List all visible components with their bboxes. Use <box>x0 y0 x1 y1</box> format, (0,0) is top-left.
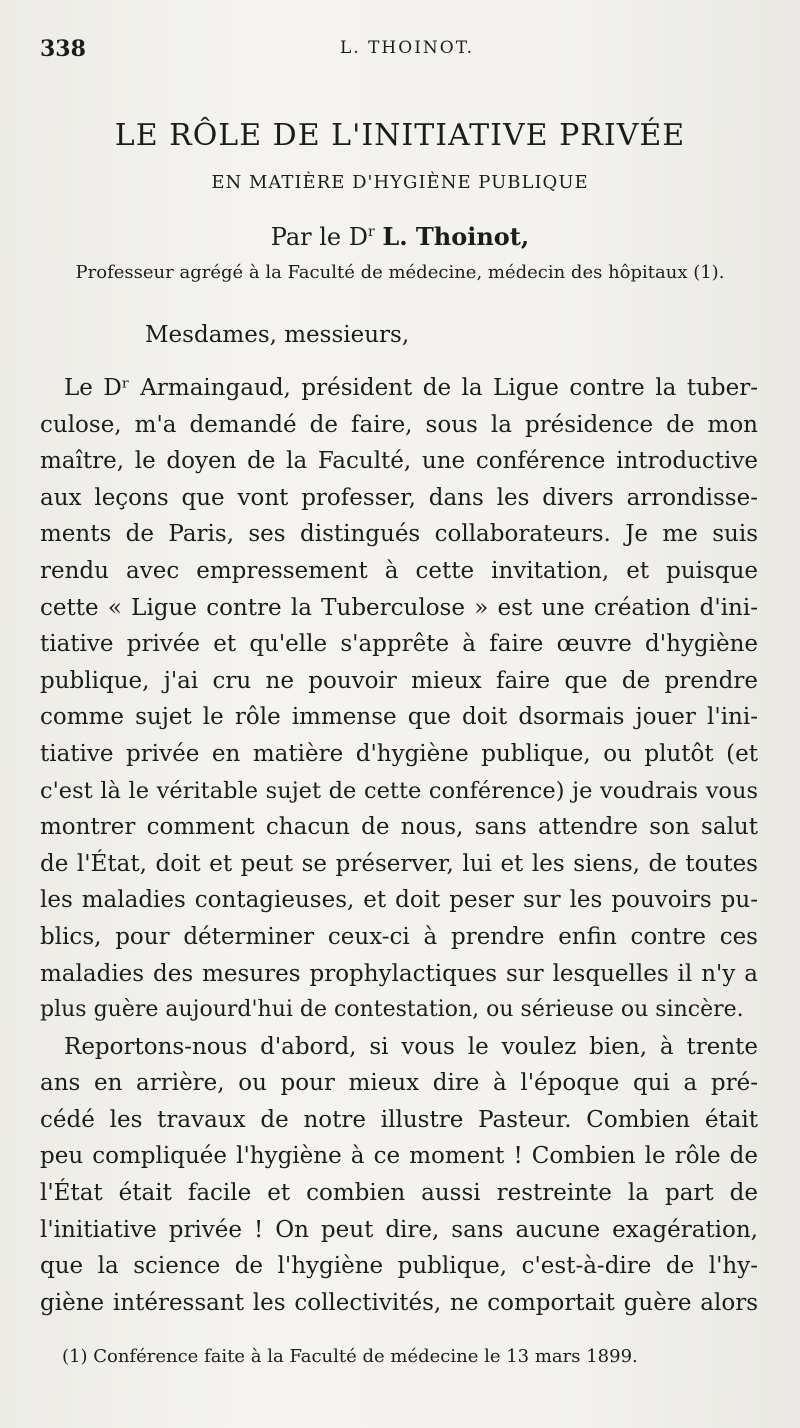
text-line: aux leçons que vont professer, dans les divers arrondisse- <box>40 484 758 511</box>
text-line: peu compliquée l'hygiène à ce moment ! Combien le rôle de <box>40 1143 758 1170</box>
text-line: ans en arrière, ou pour mieux dire à l'époque qui a pré- <box>40 1070 758 1097</box>
text-line: l'initiative privée ! On peut dire, sans aucune exagération, <box>40 1216 758 1243</box>
text-line: maladies des mesures prophylactiques sur lesquelles il n'y a <box>40 960 758 987</box>
text-line: que la science de l'hygiène publique, c'est-à-dire de l'hy- <box>40 1253 758 1280</box>
text-line: blics, pour déterminer ceux-ci à prendre enfin contre ces <box>40 923 758 950</box>
text-line: tiative privée en matière d'hygiène publique, ou plutôt (et <box>40 740 758 767</box>
byline-sup: r <box>367 224 375 240</box>
text-line: l'État était facile et combien aussi restreinte la part de <box>40 1180 758 1207</box>
page-number: 338 <box>40 36 86 62</box>
text-line: ments de Paris, ses distingués collaborateurs. Je me suis <box>40 521 758 548</box>
article-title: LE RÔLE DE L'INITIATIVE PRIVÉE <box>114 118 686 153</box>
text-line: montrer comment chacun de nous, sans attendre son salut <box>40 814 758 841</box>
body-text <box>40 370 758 1321</box>
text-line: de l'État, doit et peut se préserver, lui et les siens, de toutes <box>40 850 758 877</box>
salutation: Mesdames, messieurs, <box>145 322 410 348</box>
text-line: plus guère aujourd'hui de contestation, ou sérieuse ou sincère. <box>40 997 744 1023</box>
text-line: rendu avec empressement à cette invitation, et puisque <box>40 557 758 584</box>
running-head-author: L. THOINOT. <box>340 38 474 58</box>
byline <box>0 222 800 251</box>
text-line: les maladies contagieuses, et doit peser sur les pouvoirs pu- <box>40 887 758 914</box>
text-line: tiative privée et qu'elle s'apprête à faire œuvre d'hygiène <box>40 631 758 658</box>
text-line: Reportons-nous d'abord, si vous le voulez bien, à trente <box>64 1033 758 1060</box>
author-name: L. Thoinot, <box>382 222 530 251</box>
text-line: giène intéressant les collectivités, ne comportait guère alors <box>40 1289 758 1316</box>
text-line: maître, le doyen de la Faculté, une conférence introductive <box>40 448 758 475</box>
text-line: comme sujet le rôle immense que doit dsormais jouer l'ini- <box>40 704 758 731</box>
running-head <box>40 36 760 66</box>
text-line: Le Dʳ Armaingaud, président de la Ligue contre la tuber- <box>64 375 758 401</box>
byline-prefix: Par le D <box>270 223 368 251</box>
footnote: (1) Conférence faite à la Faculté de médecine le 13 mars 1899. <box>62 1346 638 1367</box>
text-line: cédé les travaux de notre illustre Pasteur. Combien était <box>40 1106 758 1133</box>
author-affiliation: Professeur agrégé à la Faculté de médecine, médecin des hôpitaux (1). <box>75 262 725 283</box>
article-subtitle: EN MATIÈRE D'HYGIÈNE PUBLIQUE <box>211 172 589 193</box>
text-line: culose, m'a demandé de faire, sous la présidence de mon <box>40 411 758 438</box>
text-line: cette « Ligue contre la Tuberculose » est une création d'ini- <box>40 594 758 621</box>
text-line: publique, j'ai cru ne pouvoir mieux faire que de prendre <box>40 667 758 694</box>
text-line: c'est là le véritable sujet de cette conférence) je voudrais vous <box>40 777 758 804</box>
